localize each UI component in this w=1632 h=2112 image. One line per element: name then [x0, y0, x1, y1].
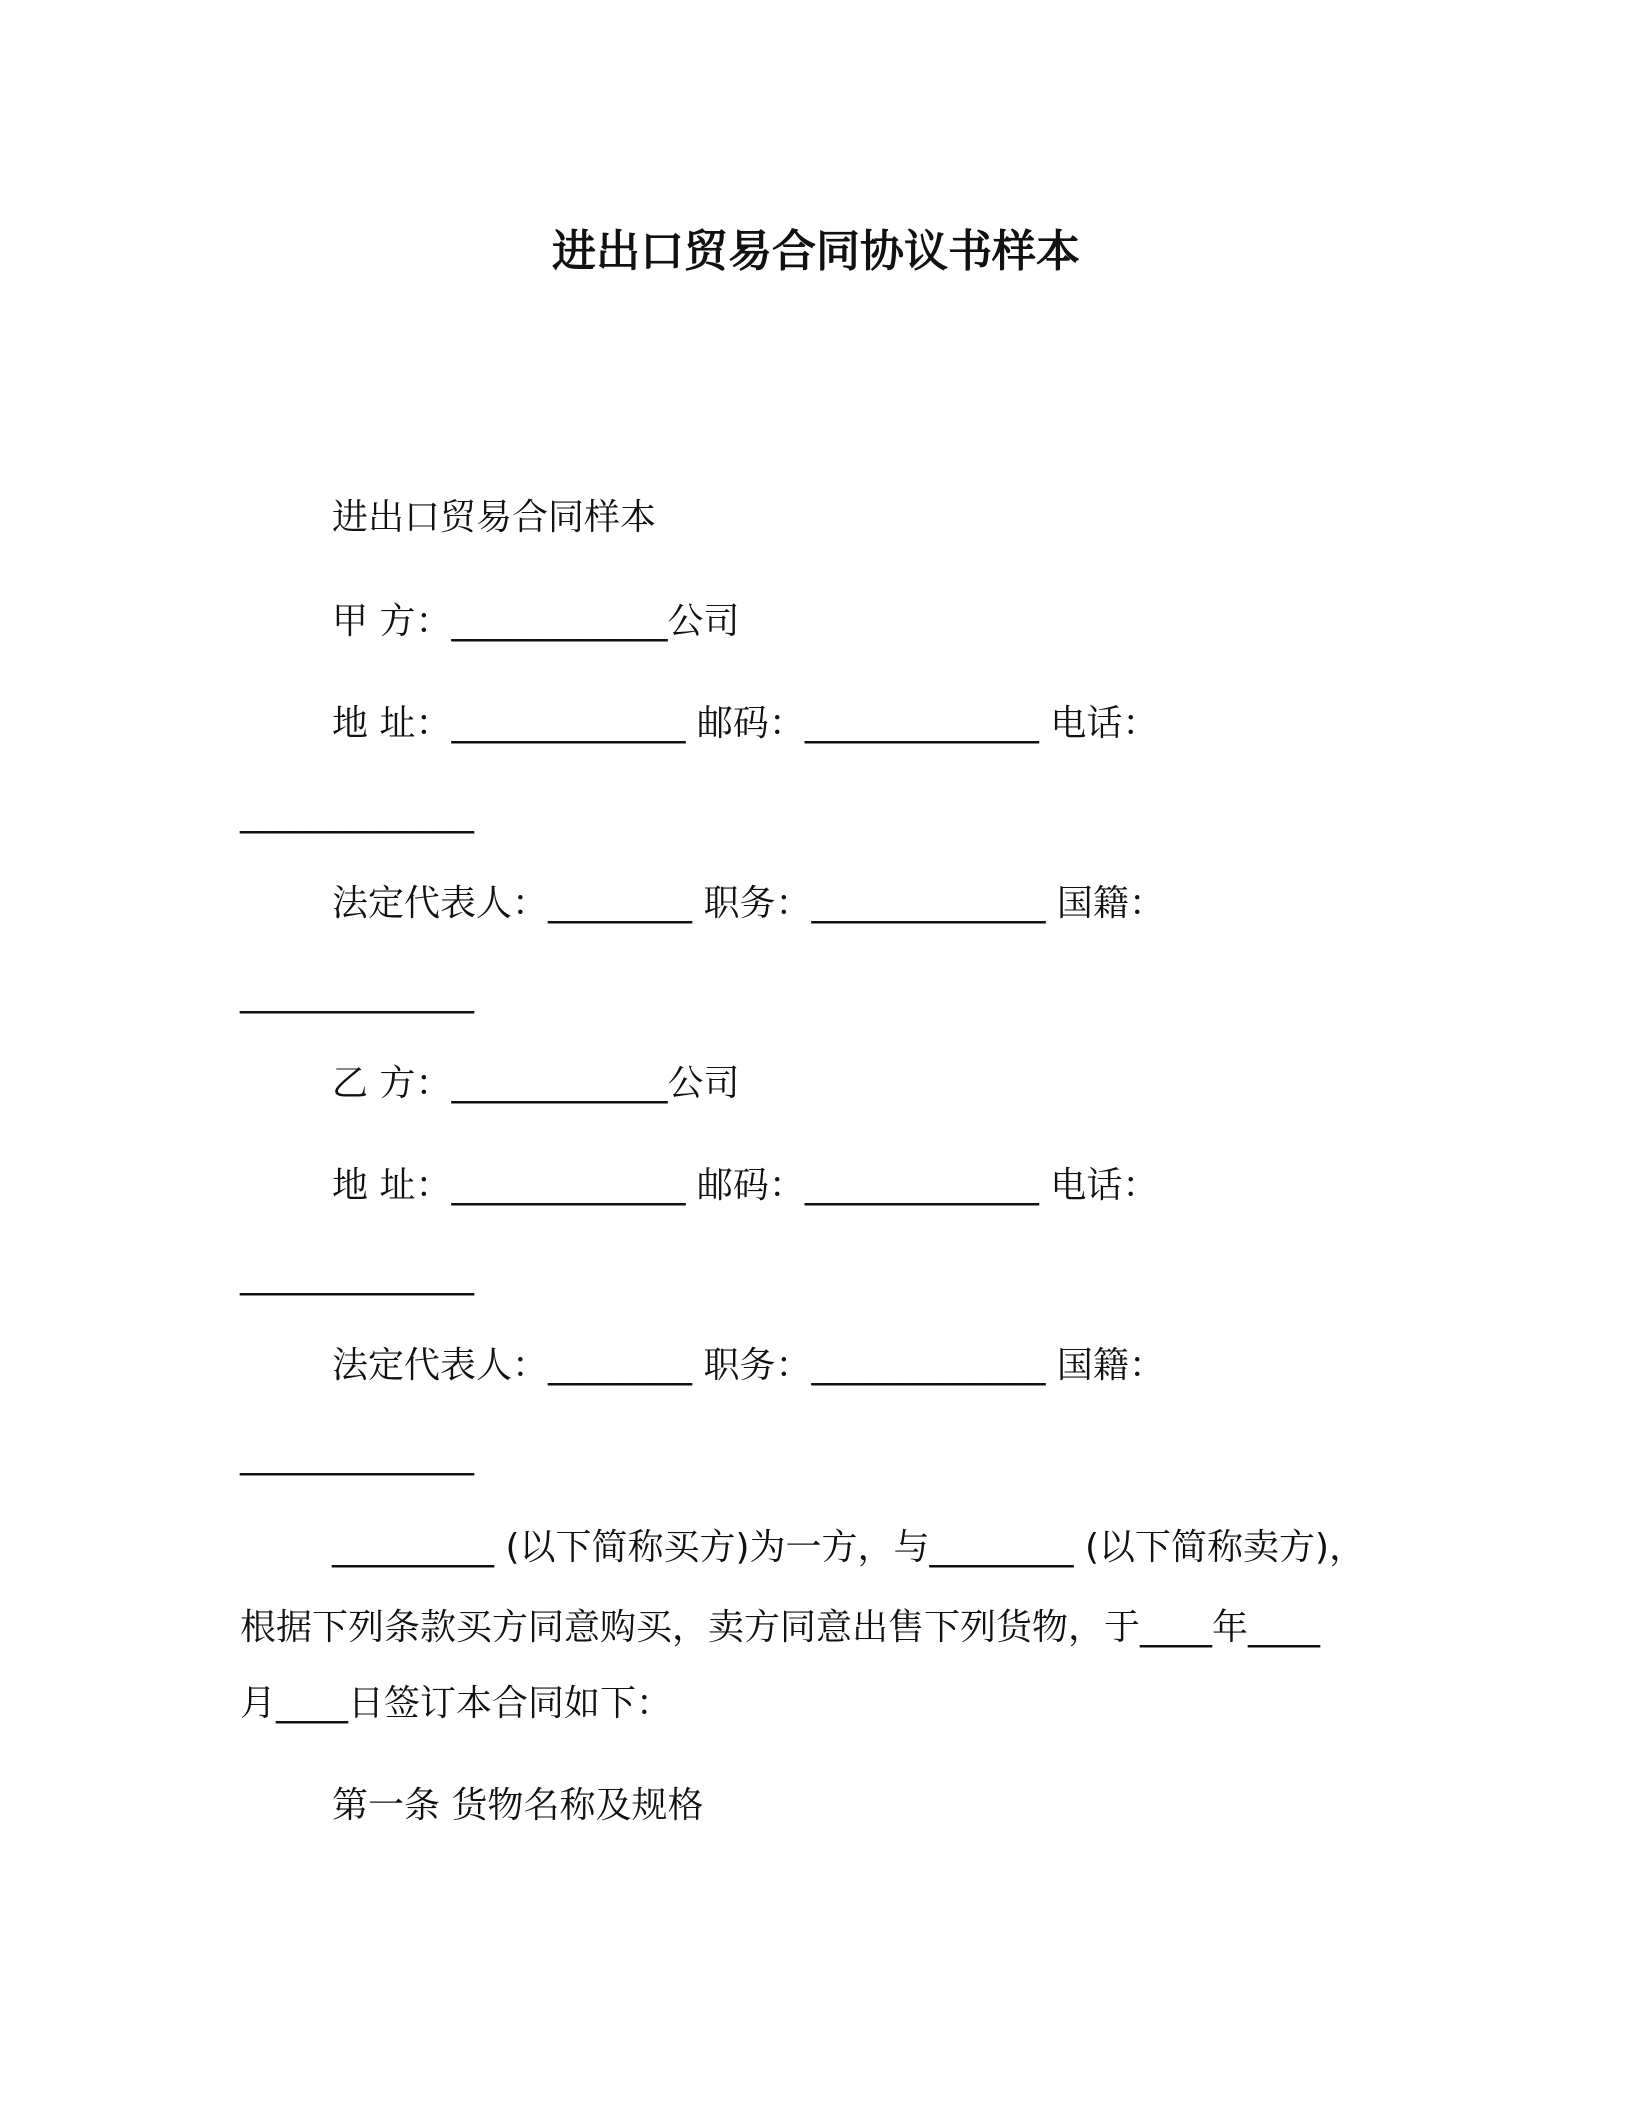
- party-a-nationality-blank: _____________: [240, 973, 474, 1014]
- party-b-address-line: 地 址：_____________ 邮码：_____________ 电话：: [332, 1165, 1159, 1206]
- party-a-line: 甲 方：____________公司: [332, 601, 740, 642]
- contract-subtitle: 进出口贸易合同样本: [332, 497, 657, 538]
- party-b-phone-blank: _____________: [240, 1255, 474, 1296]
- party-a-address-line: 地 址：_____________ 邮码：_____________ 电话：: [332, 703, 1159, 744]
- party-a-representative-line: 法定代表人：________ 职务：_____________ 国籍：: [332, 883, 1165, 924]
- article-1-heading: 第一条 货物名称及规格: [332, 1785, 704, 1826]
- intro-line-1: _________ (以下简称买方)为一方，与________ (以下简称卖方)，: [332, 1527, 1366, 1568]
- party-a-phone-blank: _____________: [240, 793, 474, 834]
- party-b-representative-line: 法定代表人：________ 职务：_____________ 国籍：: [332, 1345, 1165, 1386]
- document-title: 进出口贸易合同协议书样本: [552, 226, 1080, 277]
- intro-line-3: 月____日签订本合同如下：: [240, 1683, 673, 1724]
- intro-line-2: 根据下列条款买方同意购买，卖方同意出售下列货物，于____年____: [240, 1607, 1321, 1648]
- party-b-nationality-blank: _____________: [240, 1435, 474, 1476]
- party-b-line: 乙 方：____________公司: [332, 1063, 740, 1104]
